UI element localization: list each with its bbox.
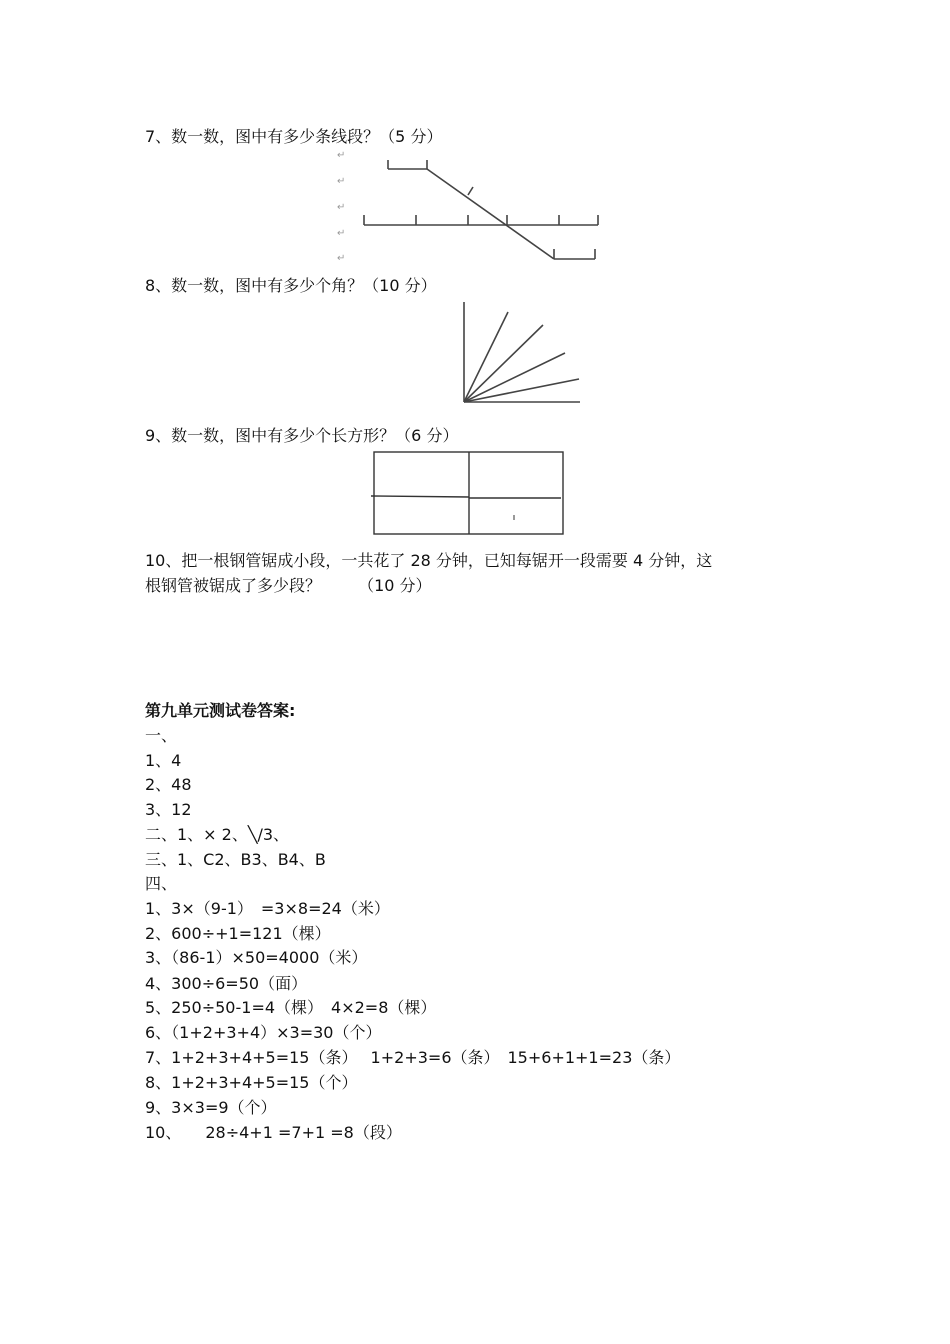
left-horizontal-divider: [371, 496, 469, 497]
answer-line: 5、250÷50-1=4（棵） 4×2=8（棵）: [145, 998, 437, 1017]
answer-line: 9、3×3=9（个）: [145, 1098, 277, 1117]
answer-line: 二、1、× 2、╲/3、: [145, 825, 290, 844]
answer-line: 四、: [145, 874, 178, 893]
paragraph-mark: ↵: [337, 228, 346, 239]
answer-line: 1、4: [145, 751, 182, 770]
answer-line: 2、600÷+1=121（棵）: [145, 924, 331, 943]
angles-figure: [455, 298, 585, 408]
rectangles-figure: [368, 448, 568, 538]
answer-line: 2、48: [145, 775, 192, 794]
question-9: 9、数一数，图中有多少个长方形？（6 分）: [145, 426, 459, 445]
ray-2: [464, 325, 543, 402]
answer-line: 3、12: [145, 800, 192, 819]
question-10-line-1: 10、把一根钢管锯成小段，一共花了 28 分钟，已知每锯开一段需要 4 分钟，这: [145, 551, 713, 570]
paragraph-mark: ↵: [337, 202, 346, 213]
answer-line: 4、300÷6=50（面）: [145, 974, 308, 993]
answer-line: 10、 28÷4+1 =7+1 =8（段）: [145, 1123, 402, 1142]
diagonal-line: [427, 169, 554, 259]
answer-line: 1、3×（9-1） =3×8=24（米）: [145, 899, 390, 918]
ray-4: [464, 379, 579, 402]
ray-3: [464, 353, 565, 402]
answer-line: 7、1+2+3+4+5=15（条） 1+2+3=6（条） 15+6+1+1=23（条）: [145, 1048, 681, 1067]
paragraph-mark: ↵: [337, 176, 346, 187]
diagonal-tick: [468, 187, 473, 195]
paragraph-mark: ↵: [337, 253, 346, 264]
answer-line: 6、（1+2+3+4）×3=30（个）: [145, 1023, 382, 1042]
answer-line: 8、1+2+3+4+5=15（个）: [145, 1073, 358, 1092]
question-8: 8、数一数，图中有多少个角？（10 分）: [145, 276, 437, 295]
question-10-line-2: 根钢管被锯成了多少段？ （10 分）: [145, 576, 432, 595]
answers-title: 第九单元测试卷答案:: [145, 701, 296, 720]
answer-line: 3、（86-1）×50=4000（米）: [145, 948, 368, 967]
answer-line: 一、: [145, 726, 178, 745]
paragraph-mark: ↵: [337, 150, 346, 161]
line-segments-figure: [355, 155, 605, 265]
question-7: 7、数一数，图中有多少条线段？（5 分）: [145, 127, 443, 146]
ray-1: [464, 312, 508, 402]
answer-line: 三、1、C2、B3、B4、B: [145, 850, 326, 869]
